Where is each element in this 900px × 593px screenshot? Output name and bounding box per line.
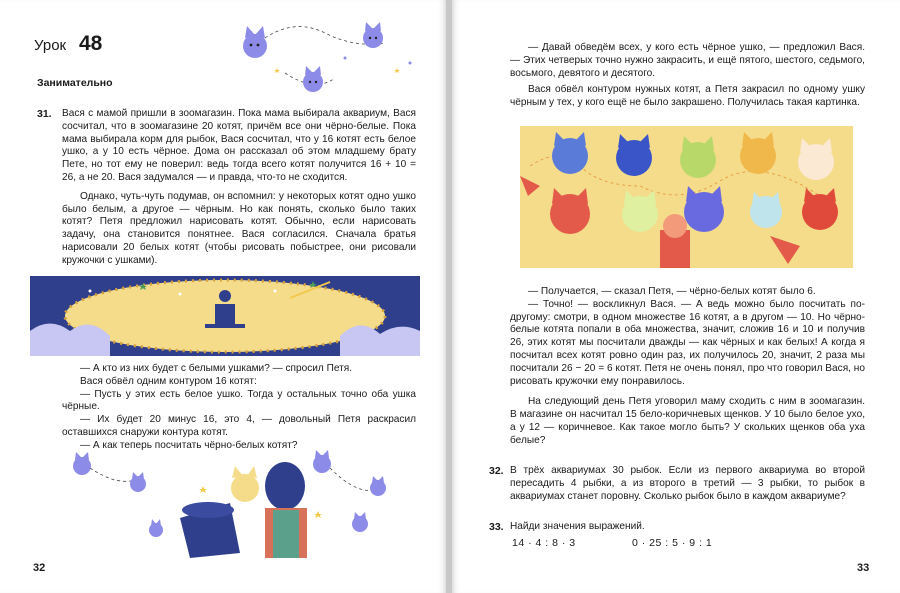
kitten-icon	[352, 512, 368, 532]
right-top-text	[510, 42, 865, 110]
kitten-face-icon	[550, 188, 590, 234]
right-paragraph: На следующий день Петя уговорил маму сходить с ним в зоомагазин. В магазине он насчитал 15 бело-коричневых щенков. У 10 было белое ухо, а у 12 — коричневое. Как такое могло быть? У скольких щенков оба уха белые?	[510, 396, 865, 446]
kitten-icon	[149, 519, 163, 537]
kitten-face-icon	[802, 188, 838, 230]
expression-1: 14 · 4 : 8 · 3	[512, 537, 576, 549]
right-paragraph: — Давай обведём всех, у кого есть чёрное ушко, — предложил Вася. — Этих четверых точно нужно закрасить, и ещё пятого, шестого, седьмого, восьмого, девятого и десятого.	[510, 42, 865, 79]
kitten-icon	[303, 66, 323, 92]
kitten-icon	[130, 472, 146, 492]
right-middle-text	[510, 286, 865, 448]
task-31-text	[62, 108, 416, 268]
dialog-line: — Пусть у этих есть белое ушко. Тогда у остальных точно оба ушка чёрные.	[62, 388, 416, 413]
kitten-face-icon	[680, 136, 716, 178]
kitten-face-icon	[750, 192, 782, 228]
task-31-paragraph: Однако, чуть-чуть подумав, он вспомнил: у некоторых котят одно ушко было белым, а другое — чёрным. Но как понять, сколько было таких котят? Петя предложил нарисовать котят. Обычно, если нарисовать задачу, она становится понятнее. Вася согласился. Сначала братья нарисовали 20 белых котят (чтобы рисовать побыстрее, они рисовали кружочки с ушками).	[62, 190, 416, 266]
dialog-block	[62, 363, 416, 453]
kitten-face-icon	[798, 138, 834, 180]
task-32-number: 32.	[489, 465, 504, 477]
kitten-face-icon	[622, 190, 658, 232]
right-paragraph: — Точно! — воскликнул Вася. — А ведь можно было посчитать по-другому: смотри, в одном множестве 16 котят, а в другом — 10. Но чёрно-белые котята попали в оба множества, значит, сложив 16 и 10 и получив 26, этих котят мы посчитали дважды — как чёрных и как белых! А когда я посчитал всех котят ровно один раз, их получилось 20, значит, 2 раза мы посчитали 26 − 20 = 6 котят. Петя не очень понял, про что говорил Вася, но рисовать кружочки ему понравилось.	[510, 298, 865, 387]
lesson-label: Урок	[34, 37, 67, 54]
task-31-paragraph: Вася с мамой пришли в зоомагазин. Пока мама выбирала аквариум, Вася сосчитал, что в зоомагазине 20 котят, причём все они чёрно-белые. Пока мама выбирала корм для рыбок, Вася сосчитал, что у 16 котят есть белое ушко, а у 10 есть чёрное. Дома он рассказал об этом младшему брату Пете, но тот ему не поверил: ведь тогда всего котят получится 16 + 10 = 26, а не 20. Вася задумался — и правда, что-то не сходится.	[62, 108, 416, 183]
page-number-left: 32	[33, 562, 46, 574]
task-31-number: 31.	[37, 108, 52, 120]
kitten-icon	[370, 476, 386, 496]
dialog-line: — Их будет 20 минус 16, это 4, — довольный Петя раскрасил оставшихся снаружи контура котят.	[62, 414, 416, 438]
kitten-face-icon	[552, 132, 588, 174]
kitten-face-icon	[740, 132, 776, 174]
kitten-icon	[73, 452, 91, 475]
dialog-line: Вася обвёл одним контуром 16 котят:	[80, 375, 257, 387]
kitten-icon	[313, 450, 331, 473]
page-number-right: 33	[857, 562, 870, 574]
lesson-number: 48	[79, 32, 103, 55]
right-paragraph: Вася обвёл контуром нужных котят, а Петя закрасил по одному ушку чёрным у тех, у кого ещё не было закрашено. Получилась такая картинка.	[510, 84, 865, 109]
right-page	[452, 0, 900, 593]
left-page	[0, 0, 446, 593]
kitten-icon	[243, 26, 267, 58]
colored-kittens-illustration	[520, 126, 853, 268]
kitten-face-icon	[684, 186, 724, 232]
flying-kittens-illustration	[225, 18, 425, 100]
magician-kittens-illustration	[60, 448, 410, 558]
right-paragraph: — Получается, — сказал Петя, — чёрно-белых котят было 6.	[528, 286, 816, 297]
task-32-text: В трёх аквариумах 30 рыбок. Если из первого аквариума во второй пересадить 4 рыбки, а из второго в третий — 3 рыбки, то рыбок в аквариумах станет поровну. Сколько рыбок было в каждом аквариуме?	[510, 465, 865, 502]
dialog-line: — А как теперь посчитать чёрно-белых котят?	[80, 439, 298, 451]
task-33-text: Найди значения выражений.	[510, 521, 645, 532]
kitten-icon	[363, 22, 383, 48]
kitten-face-icon	[616, 134, 652, 176]
section-title: Занимательно	[37, 77, 113, 89]
task-33-number: 33.	[489, 521, 504, 533]
expression-2: 0 · 25 : 5 · 9 : 1	[632, 537, 713, 549]
dialog-line: — А кто из них будет с белыми ушками? — спросил Петя.	[80, 363, 353, 374]
magic-show-illustration	[30, 276, 420, 356]
